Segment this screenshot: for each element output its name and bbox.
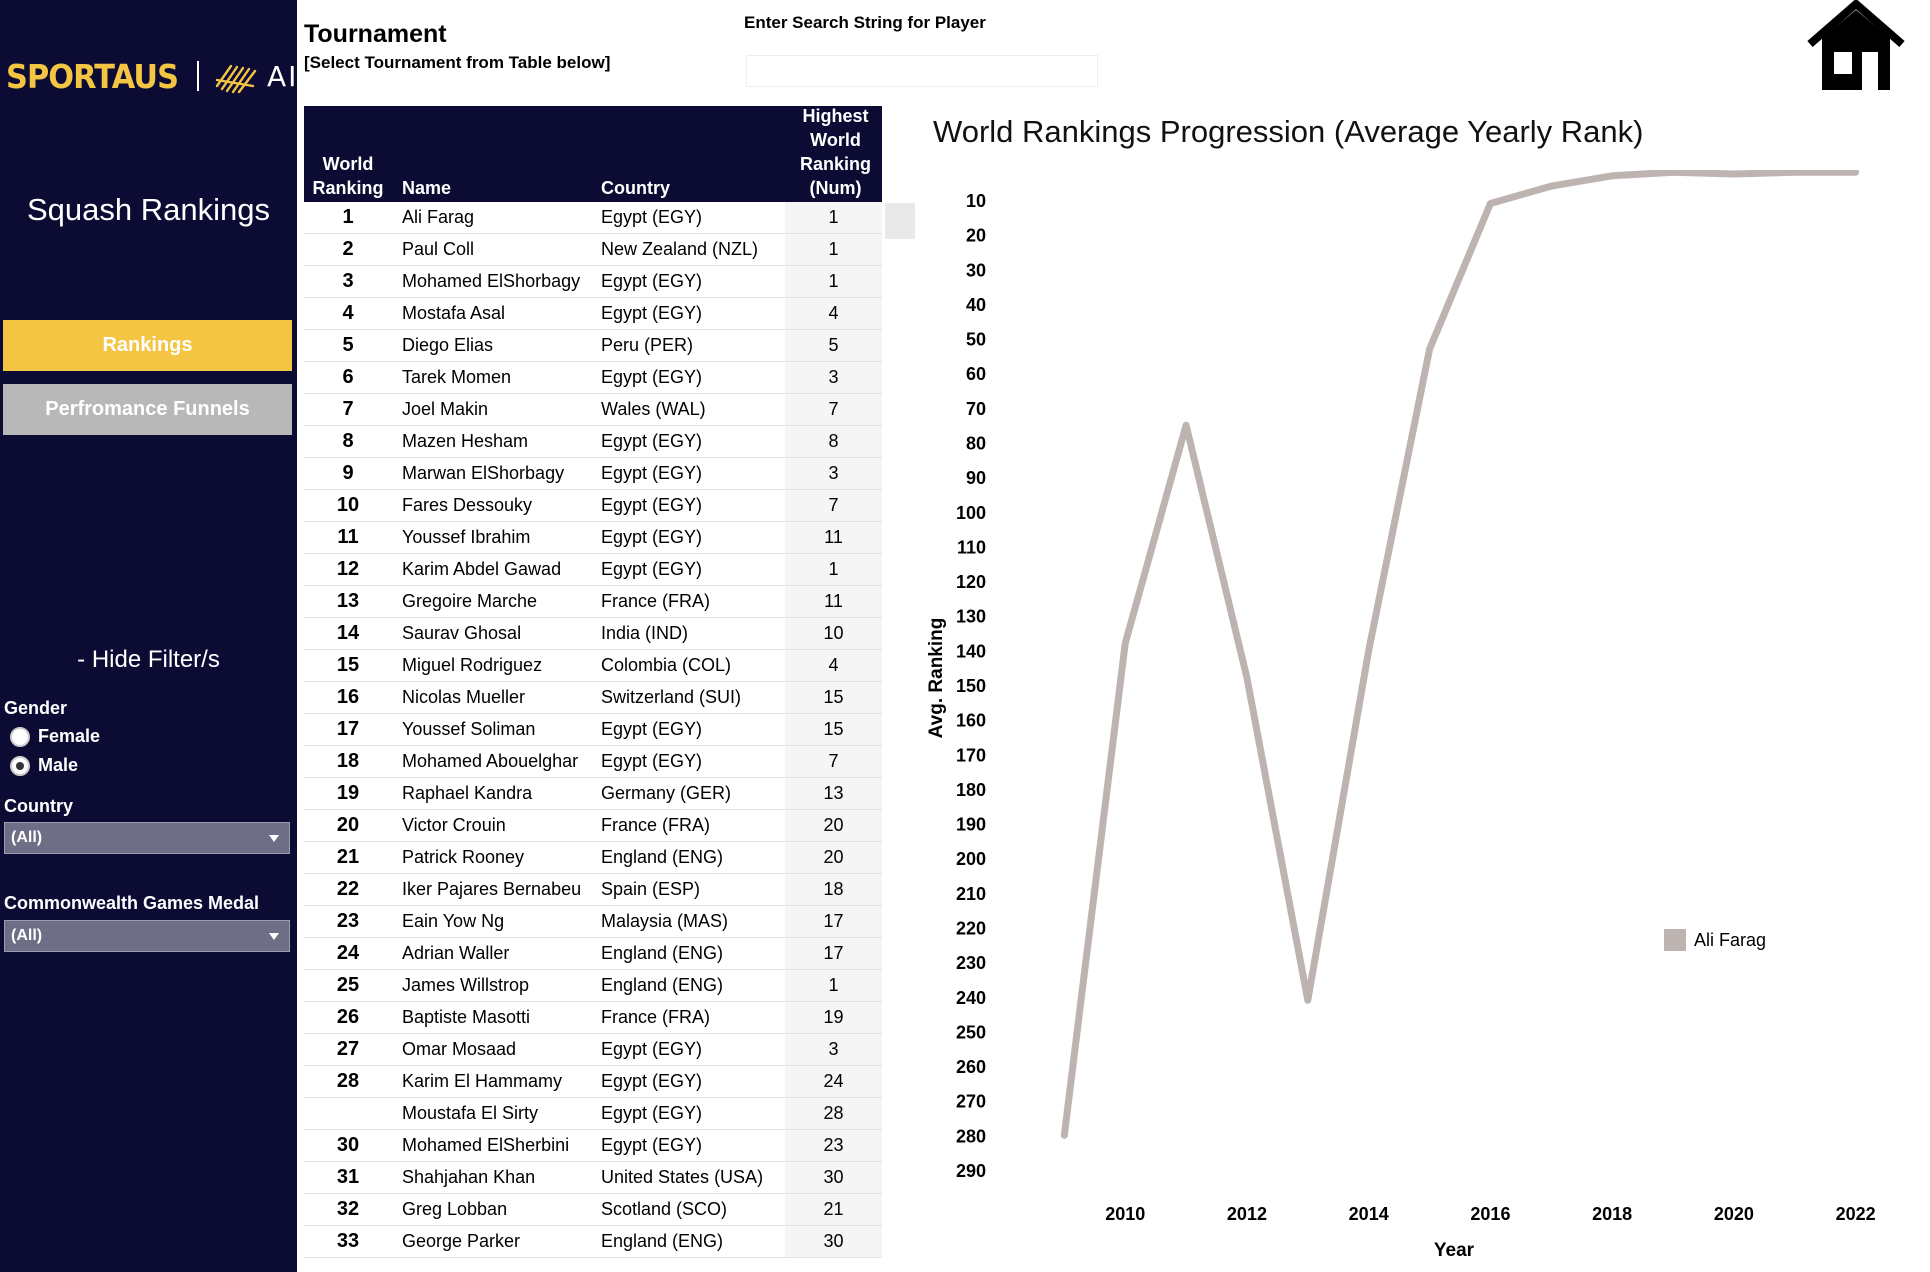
y-tick-label: 220 [955, 918, 986, 939]
cell-name: Victor Crouin [402, 815, 506, 835]
cell-country: Egypt (EGY) [601, 1135, 703, 1155]
table-row[interactable] [304, 522, 882, 554]
gender-radio-female[interactable] [10, 726, 100, 747]
cell-name: Karim El Hammamy [402, 1071, 563, 1091]
cell-rank: 7 [342, 398, 354, 420]
table-row[interactable] [304, 1034, 882, 1066]
cell-rank: 12 [336, 558, 360, 580]
y-tick-label: 70 [965, 398, 986, 419]
legend-label: Ali Farag [1694, 929, 1767, 950]
cell-name: Greg Lobban [402, 1199, 508, 1219]
cell-highest-ranking: 8 [785, 426, 882, 457]
table-row[interactable] [304, 586, 882, 618]
cell-name: Iker Pajares Bernabeu [402, 879, 582, 899]
cell-country: Egypt (EGY) [601, 463, 703, 483]
header-line: Ranking [312, 178, 384, 198]
header-line: World [322, 154, 374, 174]
y-tick-label: 260 [955, 1057, 986, 1078]
y-tick-label: 250 [955, 1022, 986, 1043]
cell-highest-ranking: 3 [785, 362, 882, 393]
table-scrollbar-thumb[interactable] [885, 203, 915, 239]
y-tick-label: 150 [955, 676, 986, 696]
logo-divider [197, 61, 199, 91]
cell-rank: 18 [336, 750, 360, 772]
cell-name: Miguel Rodriguez [402, 655, 543, 675]
chevron-down-icon [269, 835, 279, 842]
cell-highest-ranking: 17 [785, 906, 882, 937]
y-tick-label: 160 [955, 710, 986, 731]
y-tick-label: 80 [965, 433, 986, 454]
cell-name: Paul Coll [402, 239, 475, 259]
table-row[interactable] [304, 266, 882, 298]
cell-country: England (ENG) [601, 847, 724, 867]
tournament-subtitle: [Select Tournament from Table below] [304, 53, 611, 72]
cell-highest-ranking: 1 [785, 970, 882, 1001]
cell-country: Egypt (EGY) [601, 303, 703, 323]
gender-filter-label: Gender [4, 698, 68, 718]
gender-radio-male[interactable] [10, 755, 78, 776]
cell-country: New Zealand (NZL) [601, 239, 759, 259]
table-row[interactable] [304, 330, 882, 362]
medal-dropdown-value: (All) [11, 927, 43, 944]
table-row[interactable] [304, 458, 882, 490]
home-icon[interactable] [1806, 0, 1906, 92]
data-point [1428, 347, 1432, 351]
cell-name: Nicolas Mueller [402, 687, 526, 707]
data-point [1306, 998, 1310, 1002]
y-tick-label: 270 [955, 1091, 986, 1112]
performance-funnels-button[interactable]: Perfromance Funnels [3, 384, 292, 435]
y-tick-label: 280 [955, 1126, 986, 1147]
y-tick-label: 200 [955, 849, 986, 870]
cell-name: Mohamed ElSherbini [402, 1135, 570, 1155]
cell-highest-ranking: 30 [785, 1226, 882, 1257]
cell-name: Youssef Ibrahim [402, 527, 531, 547]
table-row[interactable] [304, 650, 882, 682]
y-tick-label: 110 [956, 537, 986, 558]
rankings-button[interactable]: Rankings [3, 320, 292, 371]
cell-highest-ranking: 3 [785, 1034, 882, 1065]
cell-name: Fares Dessouky [402, 495, 533, 515]
cell-rank: 13 [336, 590, 360, 612]
cell-rank: 15 [336, 654, 360, 676]
radio-label-male: Male [38, 755, 79, 775]
cell-name: Omar Mosaad [402, 1039, 517, 1059]
table-row[interactable] [304, 234, 882, 266]
cell-highest-ranking: 24 [785, 1066, 882, 1097]
cell-country: Egypt (EGY) [601, 207, 703, 227]
y-tick-label: 170 [955, 745, 986, 766]
table-row[interactable] [304, 874, 882, 906]
cell-highest-ranking: 11 [785, 522, 882, 553]
cell-highest-ranking: 30 [785, 1162, 882, 1193]
table-row[interactable] [304, 362, 882, 394]
header-line: (Num) [809, 178, 862, 198]
cell-highest-ranking: 4 [785, 650, 882, 681]
cell-highest-ranking: 1 [785, 266, 882, 297]
table-row[interactable] [304, 1130, 882, 1162]
column-header-highest-ranking[interactable] [789, 104, 882, 200]
cell-country: Malaysia (MAS) [601, 911, 729, 931]
cell-rank: 30 [336, 1134, 360, 1156]
cell-rank: 22 [336, 878, 360, 900]
cell-highest-ranking: 7 [785, 490, 882, 521]
table-row[interactable] [304, 1162, 882, 1194]
cell-highest-ranking: 23 [785, 1130, 882, 1161]
y-tick-label: 40 [965, 294, 986, 315]
cell-highest-ranking: 17 [785, 938, 882, 969]
column-header-name[interactable]: Name [402, 178, 452, 198]
y-tick-label: 50 [965, 329, 986, 350]
hide-filters-toggle[interactable]: - Hide Filter/s [77, 646, 220, 673]
y-tick-label: 140 [955, 641, 986, 662]
cell-name: Moustafa El Sirty [402, 1103, 539, 1123]
cell-country: Wales (WAL) [601, 399, 706, 419]
table-body [304, 202, 882, 1258]
legend-swatch [1664, 929, 1686, 951]
cell-highest-ranking: 13 [785, 778, 882, 809]
cell-country: United States (USA) [601, 1167, 764, 1187]
series-line-ali-farag [1064, 172, 1855, 1135]
y-tick-label: 230 [955, 953, 986, 974]
table-row[interactable] [304, 202, 882, 234]
table-row[interactable] [304, 298, 882, 330]
cell-country: India (IND) [601, 623, 689, 643]
cell-highest-ranking: 20 [785, 842, 882, 873]
x-tick-label: 2016 [1470, 1204, 1511, 1224]
cell-rank: 11 [337, 526, 359, 548]
cell-rank: 27 [336, 1038, 360, 1060]
cell-highest-ranking: 28 [785, 1098, 882, 1129]
cell-rank: 5 [342, 334, 354, 356]
table-row[interactable] [304, 490, 882, 522]
cell-country: England (ENG) [601, 975, 724, 995]
cell-rank: 14 [336, 622, 360, 644]
table-row[interactable] [304, 426, 882, 458]
data-point [1245, 676, 1249, 680]
table-row[interactable] [304, 394, 882, 426]
y-tick-label: 90 [965, 468, 986, 489]
cell-rank: 32 [336, 1198, 360, 1220]
cell-highest-ranking: 7 [785, 394, 882, 425]
x-tick-label: 2018 [1592, 1204, 1633, 1224]
data-point [1793, 170, 1797, 174]
cell-country: Egypt (EGY) [601, 495, 703, 515]
ais-emblem-icon [213, 56, 259, 96]
cell-highest-ranking: 1 [785, 234, 882, 265]
table-row[interactable] [304, 1098, 882, 1130]
cell-highest-ranking: 10 [785, 618, 882, 649]
cell-rank: 2 [342, 238, 354, 260]
table-row[interactable] [304, 1002, 882, 1034]
cell-rank: 31 [336, 1166, 360, 1188]
cell-name: Shahjahan Khan [402, 1167, 536, 1187]
cell-rank: 26 [336, 1006, 360, 1028]
header-line: World [810, 130, 861, 150]
tournament-title: Tournament [304, 20, 447, 48]
table-row[interactable] [304, 1194, 882, 1226]
cell-country: France (FRA) [601, 1007, 711, 1027]
radio-selected-icon [10, 756, 30, 776]
y-tick-label: 210 [955, 883, 986, 904]
data-point [1610, 174, 1614, 178]
data-point [1671, 170, 1675, 174]
cell-name: Gregoire Marche [402, 591, 538, 611]
cell-country: Spain (ESP) [601, 879, 701, 899]
y-tick-label: 130 [955, 606, 986, 627]
sidebar [0, 0, 319, 1272]
chevron-down-icon [269, 933, 279, 940]
column-header-world-ranking[interactable] [304, 152, 392, 200]
cell-country: Switzerland (SUI) [601, 687, 742, 707]
cell-rank: 17 [336, 718, 360, 740]
cell-country: Peru (PER) [601, 335, 694, 355]
table-row[interactable] [304, 1226, 882, 1258]
cell-name: Youssef Soliman [402, 719, 536, 739]
cell-rank: 20 [336, 814, 360, 836]
table-row[interactable] [304, 682, 882, 714]
table-row[interactable] [304, 842, 882, 874]
cell-country: France (FRA) [601, 591, 711, 611]
y-tick-label: 120 [955, 572, 986, 593]
cell-name: Joel Makin [402, 399, 489, 419]
cell-name: Saurav Ghosal [402, 623, 522, 643]
radio-unselected-icon [10, 727, 30, 747]
cell-name: Eain Yow Ng [402, 911, 505, 931]
cell-highest-ranking: 20 [785, 810, 882, 841]
cell-name: James Willstrop [402, 975, 530, 995]
y-tick-label: 10 [965, 191, 986, 211]
app-title: Squash Rankings [27, 192, 270, 227]
x-tick-label: 2022 [1835, 1204, 1876, 1224]
data-point [1184, 423, 1188, 427]
cell-name: Mohamed Abouelghar [402, 751, 579, 771]
table-row[interactable] [304, 1066, 882, 1098]
cell-highest-ranking: 18 [785, 874, 882, 905]
cell-country: Egypt (EGY) [601, 559, 703, 579]
cell-name: Patrick Rooney [402, 847, 525, 867]
cell-rank: 23 [336, 910, 360, 932]
cell-country: England (ENG) [601, 943, 724, 963]
cell-country: Egypt (EGY) [601, 1039, 703, 1059]
y-tick-label: 100 [955, 502, 986, 523]
y-tick-label: 180 [955, 779, 986, 800]
cell-rank: 16 [336, 686, 360, 708]
rankings-table [304, 106, 882, 1258]
cell-highest-ranking: 4 [785, 298, 882, 329]
cell-rank: 10 [336, 494, 360, 516]
table-header [304, 106, 882, 202]
chart-title: World Rankings Progression (Average Yearly Rank) [933, 114, 1644, 149]
cell-name: Mohamed ElShorbagy [402, 271, 581, 291]
cell-rank: 21 [336, 846, 360, 868]
cell-country: Egypt (EGY) [601, 1071, 703, 1091]
cell-name: George Parker [402, 1231, 521, 1251]
x-tick-label: 2020 [1713, 1204, 1754, 1224]
cell-name: Adrian Waller [402, 943, 510, 963]
y-tick-label: 20 [965, 225, 986, 246]
cell-highest-ranking: 1 [785, 202, 882, 233]
cell-rank: 33 [336, 1230, 360, 1252]
data-point [1732, 172, 1736, 176]
y-tick-label: 60 [965, 364, 986, 385]
data-point [1367, 648, 1371, 652]
cell-country: England (ENG) [601, 1231, 724, 1251]
column-header-country[interactable]: Country [601, 178, 670, 198]
cell-name: Tarek Momen [402, 367, 512, 387]
medal-filter-label: Commonwealth Games Medal [4, 893, 260, 913]
data-point [1549, 184, 1553, 188]
country-dropdown-value: (All) [11, 829, 43, 846]
table-row[interactable] [304, 778, 882, 810]
table-row[interactable] [304, 746, 882, 778]
cell-rank: 28 [336, 1070, 360, 1092]
search-label: Enter Search String for Player [744, 13, 986, 32]
cell-rank: 6 [342, 366, 354, 388]
chart-legend [1664, 929, 1766, 951]
cell-country: Colombia (COL) [601, 655, 732, 675]
table-row[interactable] [304, 714, 882, 746]
cell-country: Egypt (EGY) [601, 367, 703, 387]
cell-country: Germany (GER) [601, 783, 732, 803]
cell-highest-ranking: 19 [785, 1002, 882, 1033]
table-row[interactable] [304, 906, 882, 938]
cell-country: Egypt (EGY) [601, 719, 703, 739]
table-row[interactable] [304, 810, 882, 842]
table-row[interactable] [304, 618, 882, 650]
cell-country: France (FRA) [601, 815, 711, 835]
data-point [1488, 201, 1492, 205]
cell-rank: 24 [336, 942, 360, 964]
player-search-input[interactable] [746, 55, 1098, 87]
cell-rank: 4 [342, 302, 354, 324]
x-tick-label: 2012 [1226, 1204, 1267, 1224]
x-axis-title: Year [1433, 1240, 1475, 1261]
ais-wordmark: AIS [266, 59, 319, 93]
cell-country: Scotland (SCO) [601, 1199, 728, 1219]
cell-highest-ranking: 1 [785, 554, 882, 585]
cell-name: Mazen Hesham [402, 431, 529, 451]
table-row[interactable] [304, 554, 882, 586]
data-point [1854, 170, 1858, 174]
cell-country: Egypt (EGY) [601, 527, 703, 547]
x-tick-label: 2010 [1105, 1204, 1146, 1224]
cell-name: Baptiste Masotti [402, 1007, 531, 1027]
country-filter-label: Country [4, 796, 73, 816]
cell-name: Karim Abdel Gawad [402, 559, 562, 579]
cell-rank: 3 [342, 270, 354, 292]
radio-label-female: Female [38, 726, 101, 746]
y-tick-label: 240 [955, 987, 986, 1008]
x-tick-label: 2014 [1348, 1204, 1389, 1224]
cell-highest-ranking: 21 [785, 1194, 882, 1225]
cell-country: Egypt (EGY) [601, 431, 703, 451]
cell-rank: 19 [336, 782, 360, 804]
cell-highest-ranking: 3 [785, 458, 882, 489]
cell-highest-ranking: 15 [785, 682, 882, 713]
cell-rank: 25 [336, 974, 360, 996]
cell-country: Egypt (EGY) [601, 271, 703, 291]
cell-name: Raphael Kandra [402, 783, 533, 803]
y-axis-title: Avg. Ranking [926, 617, 947, 739]
cell-highest-ranking: 11 [785, 586, 882, 617]
data-point [1123, 641, 1127, 645]
cell-rank: 9 [342, 462, 354, 484]
country-dropdown[interactable] [4, 822, 290, 854]
sportaus-wordmark: SPORTAUS [6, 56, 179, 96]
cell-country: Egypt (EGY) [601, 751, 703, 771]
cell-name: Mostafa Asal [402, 303, 506, 323]
y-tick-label: 190 [955, 814, 986, 835]
header-line: Ranking [799, 154, 871, 174]
y-tick-label: 30 [965, 260, 986, 281]
cell-highest-ranking: 7 [785, 746, 882, 777]
header-line: Highest [802, 106, 869, 126]
cell-name: Marwan ElShorbagy [402, 463, 565, 483]
table-row[interactable] [304, 970, 882, 1002]
data-point [1062, 1133, 1066, 1137]
cell-highest-ranking: 5 [785, 330, 882, 361]
cell-name: Ali Farag [402, 207, 475, 227]
medal-dropdown[interactable] [4, 920, 290, 952]
cell-name: Diego Elias [402, 335, 494, 355]
cell-highest-ranking: 15 [785, 714, 882, 745]
y-tick-label: 290 [955, 1161, 986, 1181]
table-row[interactable] [304, 938, 882, 970]
sportaus-ais-logo [6, 54, 318, 98]
rankings-line-chart [920, 170, 1920, 1272]
cell-country: Egypt (EGY) [601, 1103, 703, 1123]
cell-rank: 8 [342, 430, 354, 452]
cell-rank: 1 [342, 206, 354, 228]
